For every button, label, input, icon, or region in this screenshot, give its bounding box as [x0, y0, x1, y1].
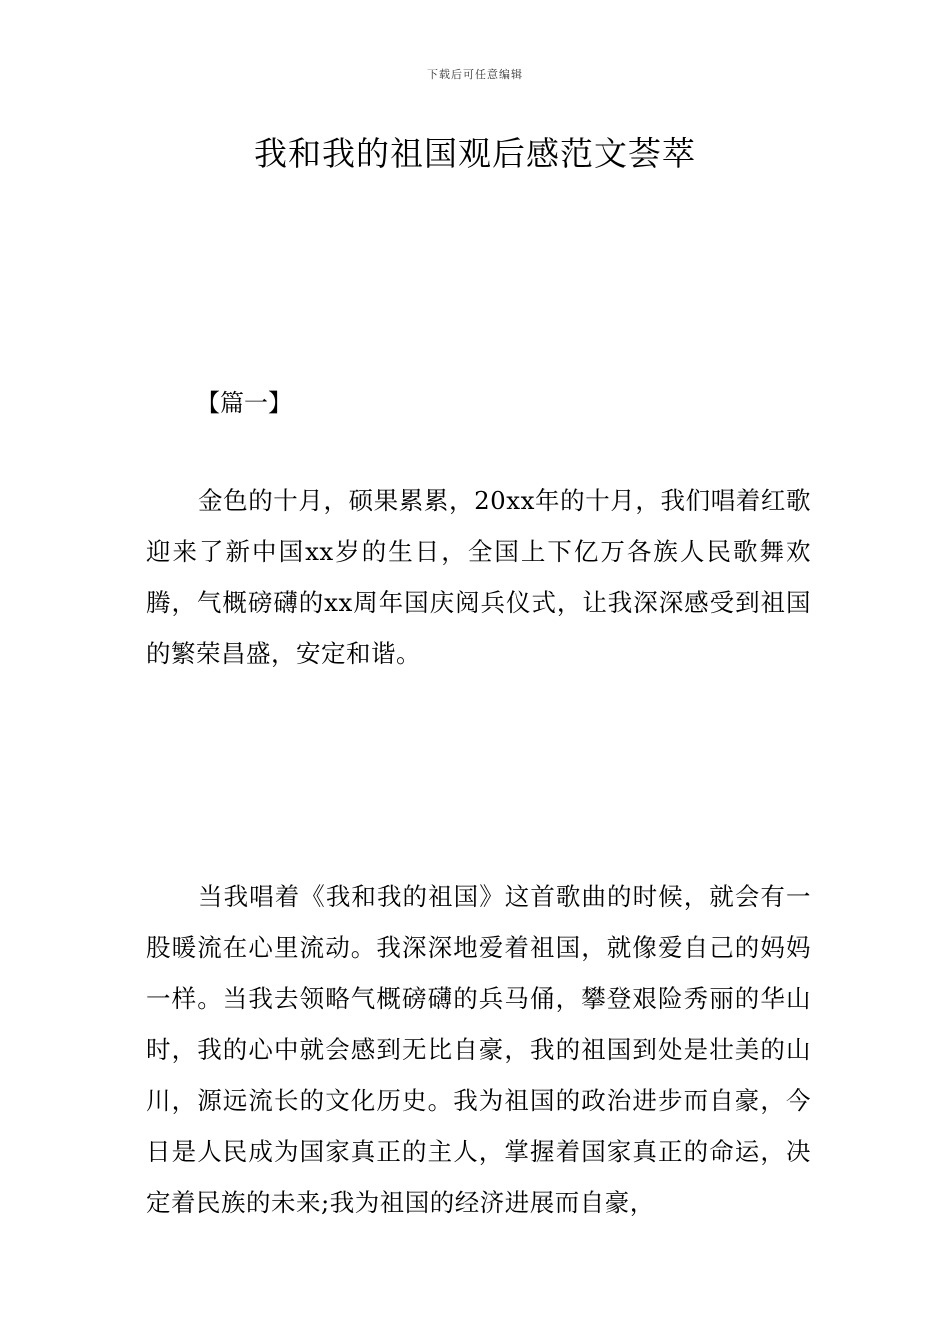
- paragraph-1: 金色的十月，硕果累累，20xx年的十月，我们唱着红歌迎来了新中国xx岁的生日，全国上下亿万各族人民歌舞欢腾，气概磅礴的xx周年国庆阅兵仪式，让我深深感受到祖国的繁荣昌盛，安定和谐。: [146, 486, 811, 668]
- section-label: 【篇一】: [196, 389, 292, 417]
- document-title: 我和我的祖国观后感范文荟萃: [254, 134, 696, 173]
- paragraph-2: 当我唱着《我和我的祖国》这首歌曲的时候，就会有一股暖流在心里流动。我深深地爱着祖国，就像爱自己的妈妈一样。当我去领略气概磅礴的兵马俑，攀登艰险秀丽的华山时，我的心中就会感到无比自豪，我的祖国到处是壮美的山川，源远流长的文化历史。我为祖国的政治进步而自豪，今日是人民成为国家真正的主人，掌握着国家真正的命运，决定着民族的未来;我为祖国的经济进展而自豪，: [146, 882, 811, 1217]
- header-note: 下载后可任意编辑: [427, 68, 523, 81]
